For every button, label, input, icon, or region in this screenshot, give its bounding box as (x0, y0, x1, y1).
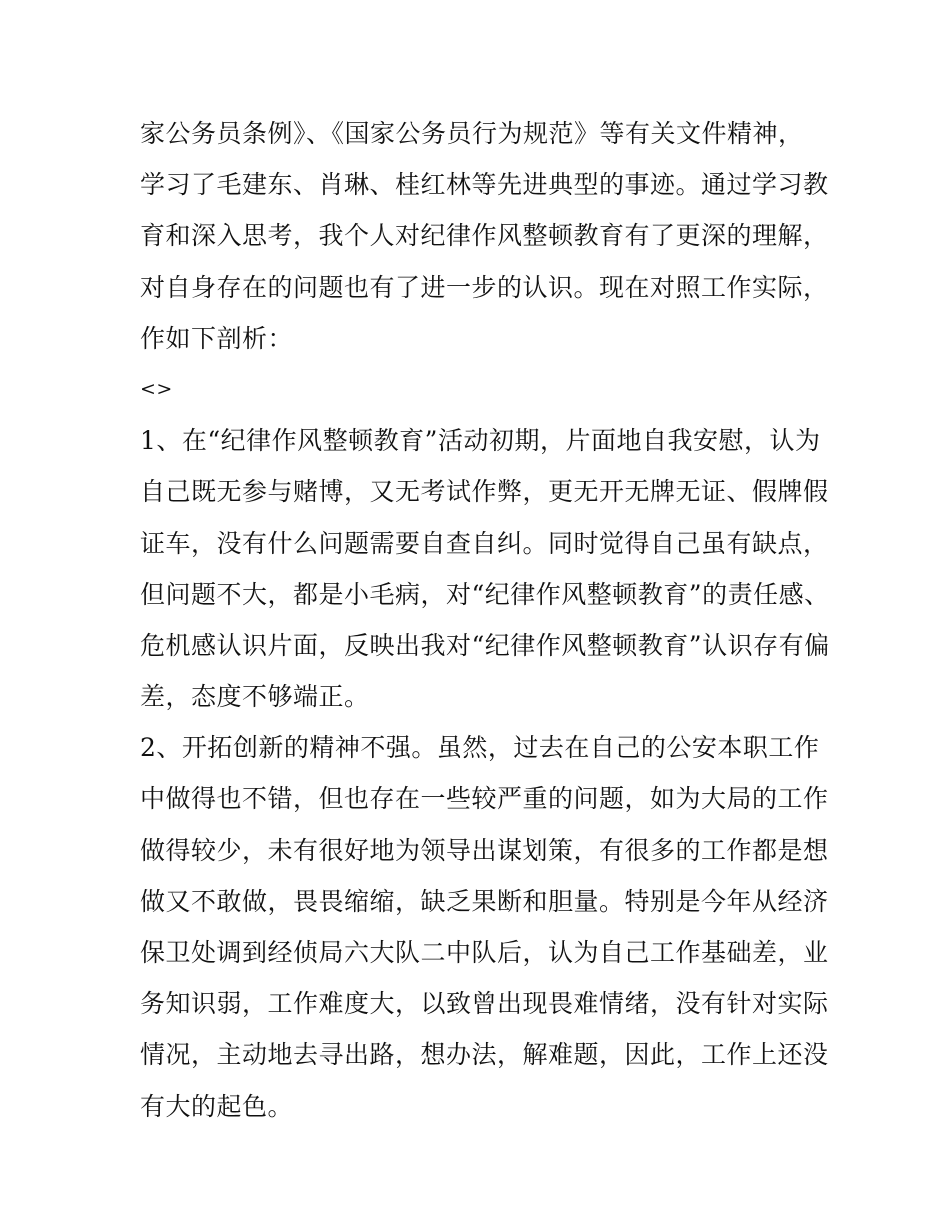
text-line: 自己既无参与赌博，又无考试作弊，更无开无牌无证、假牌假 (140, 477, 829, 507)
text-line: 危机感认识片面，反映出我对“纪律作风整顿教育”认识存有偏 (140, 630, 830, 660)
document-body (140, 108, 830, 1132)
text-line: 对自身存在的问题也有了进一步的认识。现在对照工作实际， (140, 272, 829, 302)
text-line: 作如下剖析： (140, 323, 294, 353)
text-line: 但问题不大，都是小毛病，对“纪律作风整顿教育”的责任感、 (140, 579, 830, 609)
text-line: 育和深入思考，我个人对纪律作风整顿教育有了更深的理解， (140, 221, 829, 251)
text-line: 务知识弱，工作难度大，以致曾出现畏难情绪，没有针对实际 (140, 989, 829, 1019)
text-line: 情况，主动地去寻出路，想办法，解难题，因此，工作上还没 (140, 1040, 829, 1070)
section-marker: <> (140, 377, 173, 400)
text-line: 1、在“纪律作风整顿教育”活动初期，片面地自我安慰，认为 (140, 426, 821, 456)
text-line: 证车，没有什么问题需要自查自纠。同时觉得自己虽有缺点， (140, 528, 829, 558)
text-line: 做又不敢做，畏畏缩缩，缺乏果断和胆量。特别是今年从经济 (140, 886, 829, 916)
text-line: 做得较少，未有很好地为领导出谋划策，有很多的工作都是想 (140, 835, 829, 865)
text-line: 保卫处调到经侦局六大队二中队后，认为自己工作基础差，业 (140, 938, 829, 967)
text-line: 2、开拓创新的精神不强。虽然，过去在自己的公安本职工作 (140, 733, 820, 763)
text-line: 有大的起色。 (140, 1091, 294, 1121)
text-line: 差，态度不够端正。 (140, 682, 370, 712)
text-line: 家公务员条例》、《国家公务员行为规范》等有关文件精神， (140, 119, 804, 148)
text-line: 学习了毛建东、肖琳、桂红林等先进典型的事迹。通过学习教 (140, 170, 829, 200)
text-line: 中做得也不错，但也存在一些较严重的问题，如为大局的工作 (140, 784, 829, 814)
